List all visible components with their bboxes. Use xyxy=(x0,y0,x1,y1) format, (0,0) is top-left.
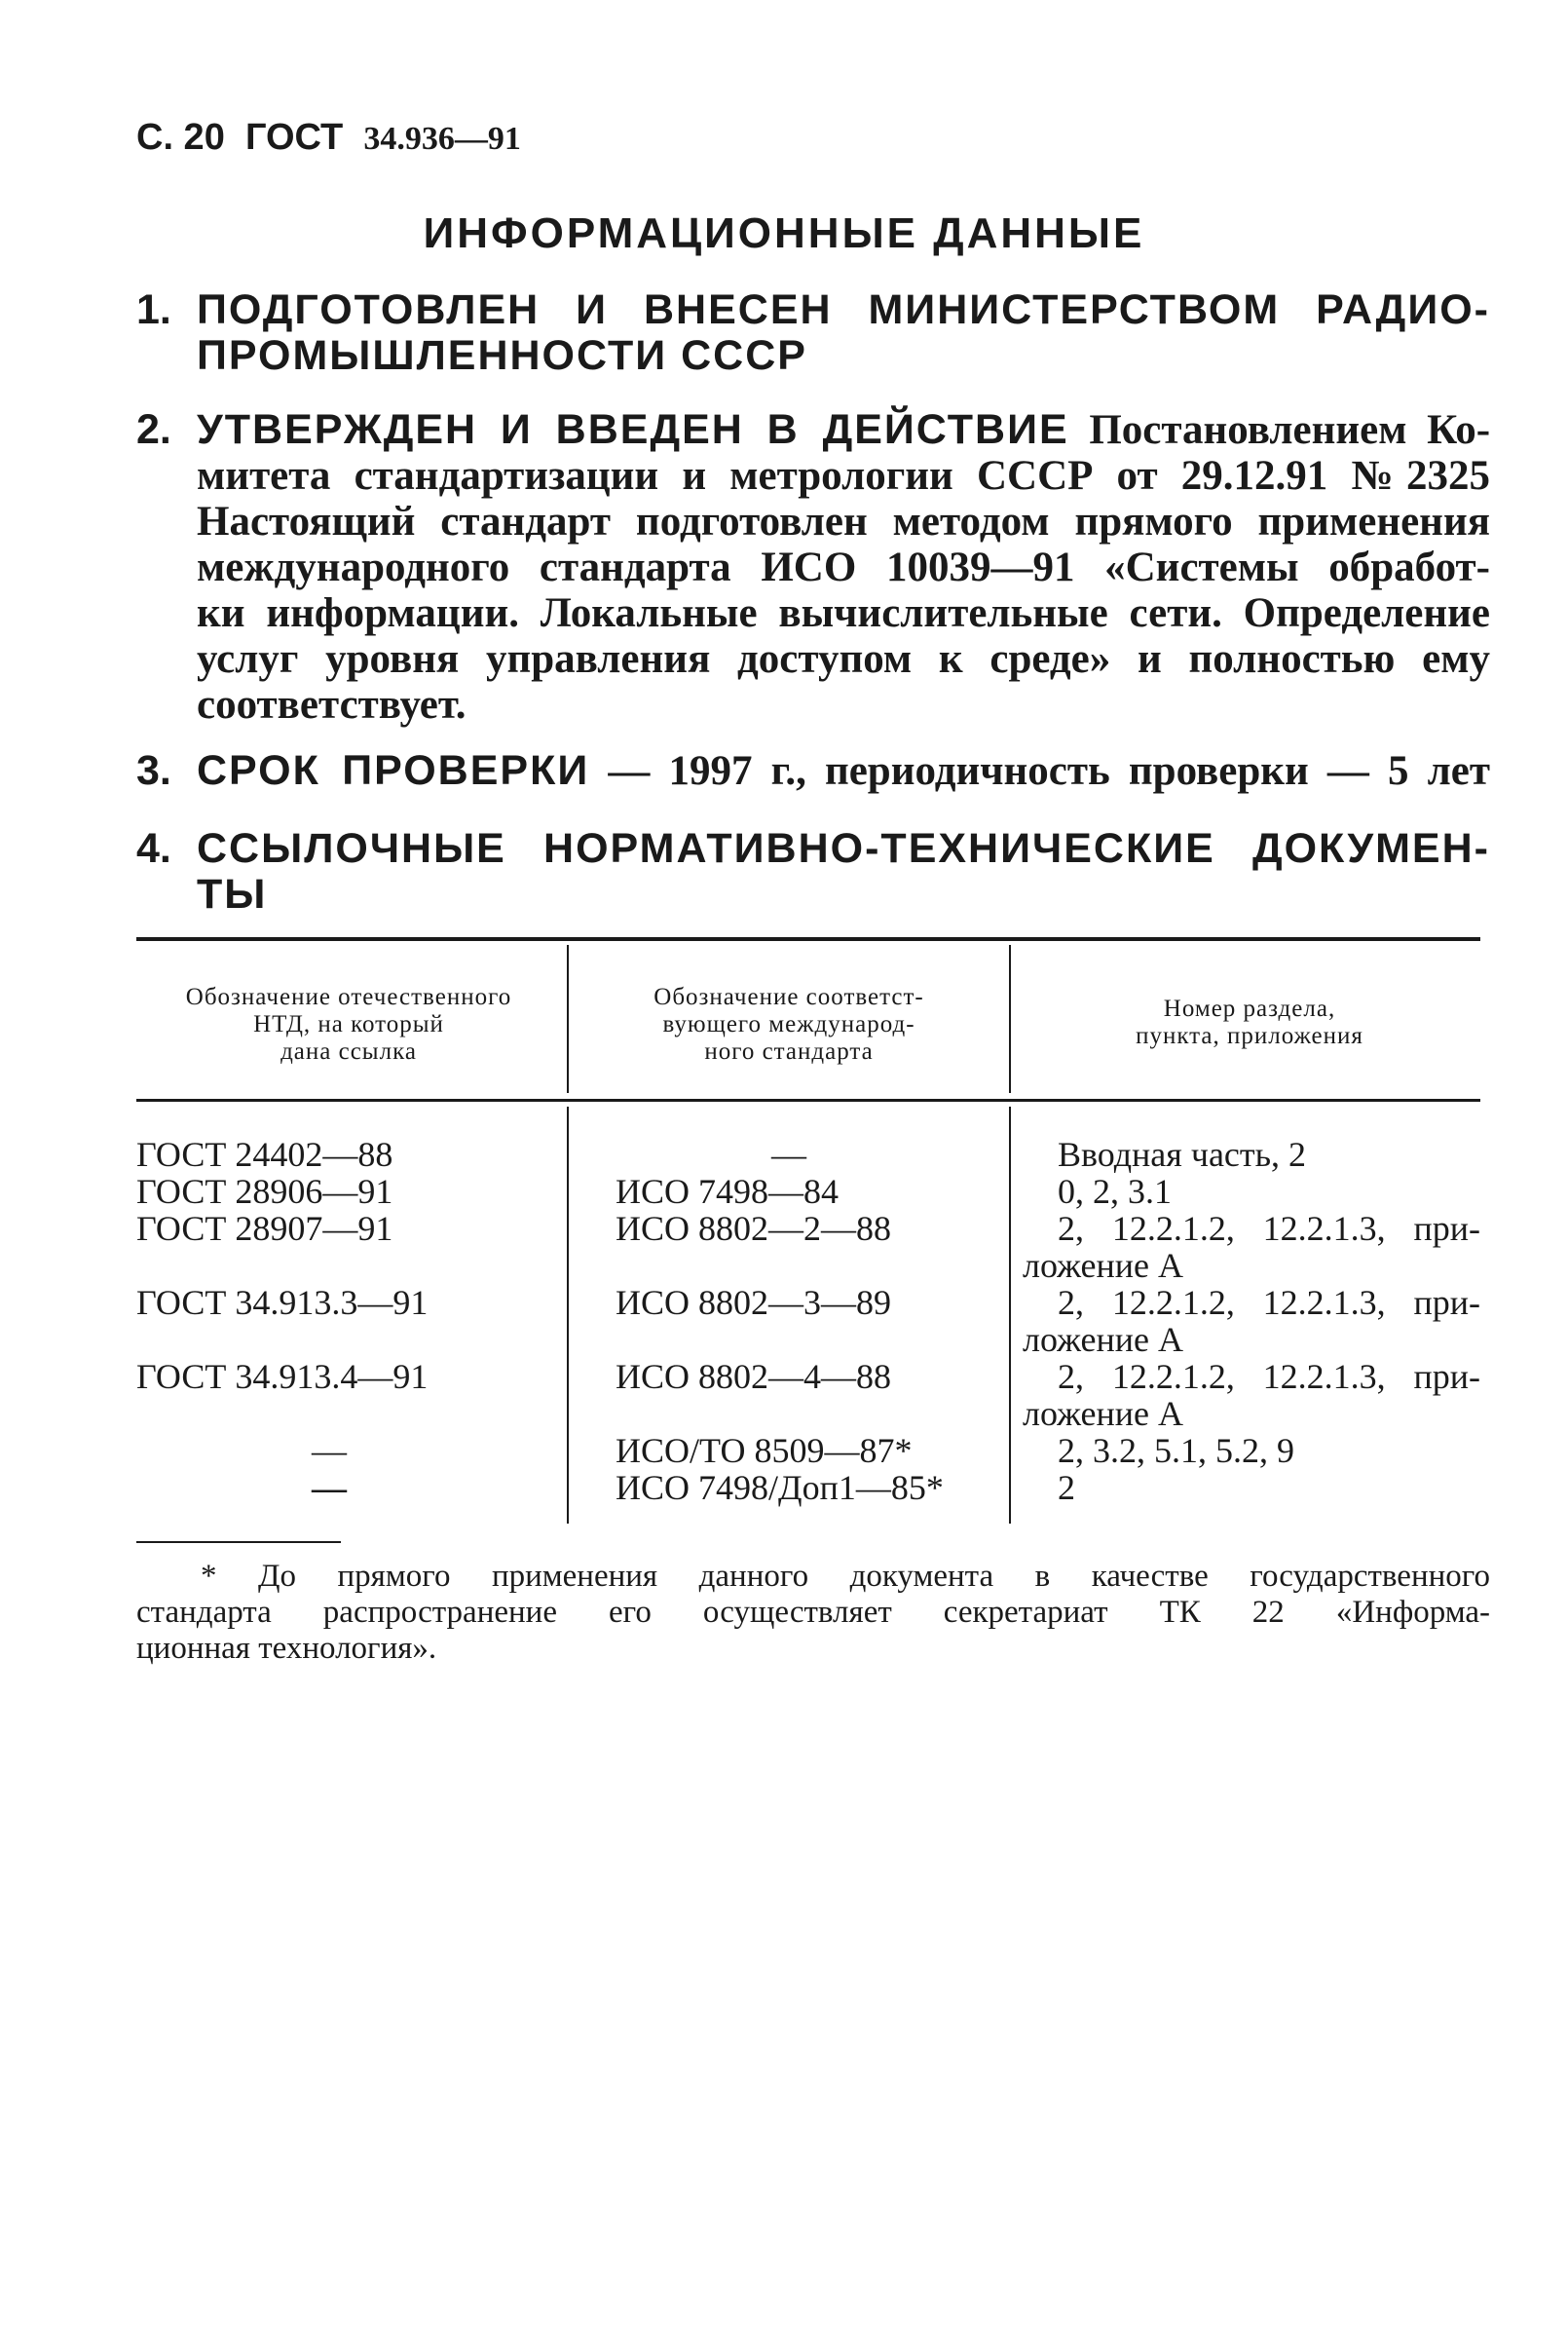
table-row-iso: ИСО 7498/Доп1—85* xyxy=(616,1468,944,1507)
item-4-line-1: ССЫЛОЧНЫЕ НОРМАТИВНО-ТЕХНИЧЕСКИЕ ДОКУМЕН- xyxy=(197,825,1490,872)
table-row-iso: — xyxy=(771,1135,806,1174)
table-row-gost: ГОСТ 28906—91 xyxy=(136,1172,393,1211)
item-2-line-5: ки информации. Локальные вычислительные сети. Определение xyxy=(197,590,1490,636)
item-1-line-1: ПОДГОТОВЛЕН И ВНЕСЕН МИНИСТЕРСТВОМ РАДИО- xyxy=(197,286,1490,333)
table-row-iso: ИСО 7498—84 xyxy=(616,1172,840,1211)
page-title: ИНФОРМАЦИОННЫЕ ДАННЫЕ xyxy=(423,209,1145,257)
item-number: 4. xyxy=(136,825,171,872)
header-line: пункта, приложения xyxy=(1136,1023,1363,1049)
table-row-gost: — xyxy=(312,1431,347,1470)
item-3-line xyxy=(197,748,1490,794)
header-divider-1 xyxy=(567,945,569,1093)
header-line: дана ссылка xyxy=(280,1038,417,1065)
item-2-line-3: Настоящий стандарт подготовлен методом прямого применения xyxy=(197,499,1490,545)
item-1 xyxy=(136,287,1490,385)
table-row-iso: ИСО/ТО 8509—87* xyxy=(616,1431,913,1470)
item-number: 1. xyxy=(136,286,171,333)
item-2-line-1 xyxy=(197,407,1490,453)
item-4-line-2: ТЫ xyxy=(197,871,268,918)
item-3-text: — 1997 г., периодичность проверки — 5 лет xyxy=(608,748,1491,794)
column-header-gost xyxy=(136,984,561,1066)
body-divider-2 xyxy=(1009,1107,1011,1524)
header-line: Номер раздела, xyxy=(1163,996,1336,1022)
table-row-section-cont: ложение А xyxy=(1023,1246,1183,1285)
table-row-section-cont: ложение А xyxy=(1023,1320,1183,1359)
header-line: ного стандарта xyxy=(704,1038,874,1065)
standard-number: 34.936—91 xyxy=(363,121,521,157)
table-row-gost: ГОСТ 24402—88 xyxy=(136,1135,393,1174)
footnote-line-3: ционная технология». xyxy=(136,1631,437,1666)
item-2-line-2: митета стандартизации и метрологии СССР от 29.12.91 №2325 xyxy=(197,453,1490,499)
table-row-gost: ГОСТ 34.913.3—91 xyxy=(136,1283,429,1322)
table-row-section: 2, 3.2, 5.1, 5.2, 9 xyxy=(1058,1431,1294,1470)
item-3 xyxy=(136,748,1490,797)
item-1-line-2: ПРОМЫШЛЕННОСТИ СССР xyxy=(197,332,807,379)
column-header-iso xyxy=(577,984,1001,1066)
table-row-gost: — xyxy=(312,1468,347,1507)
header-line: вующего международ- xyxy=(662,1011,915,1037)
table-row-section: 2, 12.2.1.2, 12.2.1.3, при- xyxy=(1058,1357,1480,1396)
item-2-text: Постановлением Ко- xyxy=(1089,407,1491,453)
table-row-gost: ГОСТ 34.913.4—91 xyxy=(136,1357,429,1396)
table-row-gost: ГОСТ 28907—91 xyxy=(136,1209,393,1248)
item-2-line-6: услуг уровня управления доступом к среде» и полностью ему xyxy=(197,636,1490,682)
header-bottom-rule xyxy=(136,1099,1480,1102)
body-divider-1 xyxy=(567,1107,569,1524)
table-row-section-cont: ложение А xyxy=(1023,1394,1183,1433)
column-header-section xyxy=(1019,996,1480,1050)
item-4 xyxy=(136,826,1490,923)
page-number: С. 20 xyxy=(136,117,225,158)
footnote-line-2: стандарта распространение его осуществляет секретариат ТК 22 «Информа- xyxy=(136,1595,1490,1630)
footnote xyxy=(136,1559,1490,1676)
item-3-lead: СРОК ПРОВЕРКИ xyxy=(197,747,590,794)
footnote-rule xyxy=(136,1541,341,1543)
header-line: Обозначение соответст- xyxy=(653,984,924,1010)
page-header xyxy=(136,117,521,159)
item-number: 2. xyxy=(136,406,171,453)
table-row-iso: ИСО 8802—4—88 xyxy=(616,1357,892,1396)
table-row-section: 2 xyxy=(1058,1468,1075,1507)
item-2-line-4: международного стандарта ИСО 10039—91 «Системы обработ- xyxy=(197,545,1490,590)
footnote-line-1: * До прямого применения данного документа в качестве государственного xyxy=(201,1559,1490,1594)
table-row-section: Вводная часть, 2 xyxy=(1058,1135,1307,1174)
header-line: НТД, на который xyxy=(253,1011,444,1037)
header-divider-2 xyxy=(1009,945,1011,1093)
item-2 xyxy=(136,407,1490,738)
standard-label: ГОСТ xyxy=(244,117,344,158)
item-number: 3. xyxy=(136,747,171,794)
item-2-lead: УТВЕРЖДЕН И ВВЕДЕН В ДЕЙСТВИЕ xyxy=(197,406,1069,453)
table-row-iso: ИСО 8802—2—88 xyxy=(616,1209,892,1248)
table-top-rule xyxy=(136,937,1480,941)
table-row-section: 2, 12.2.1.2, 12.2.1.3, при- xyxy=(1058,1283,1480,1322)
header-line: Обозначение отечественного xyxy=(185,984,512,1010)
item-2-line-7: соответствует. xyxy=(197,682,467,728)
table-row-section: 0, 2, 3.1 xyxy=(1058,1172,1172,1211)
table-row-iso: ИСО 8802—3—89 xyxy=(616,1283,892,1322)
table-row-section: 2, 12.2.1.2, 12.2.1.3, при- xyxy=(1058,1209,1480,1248)
